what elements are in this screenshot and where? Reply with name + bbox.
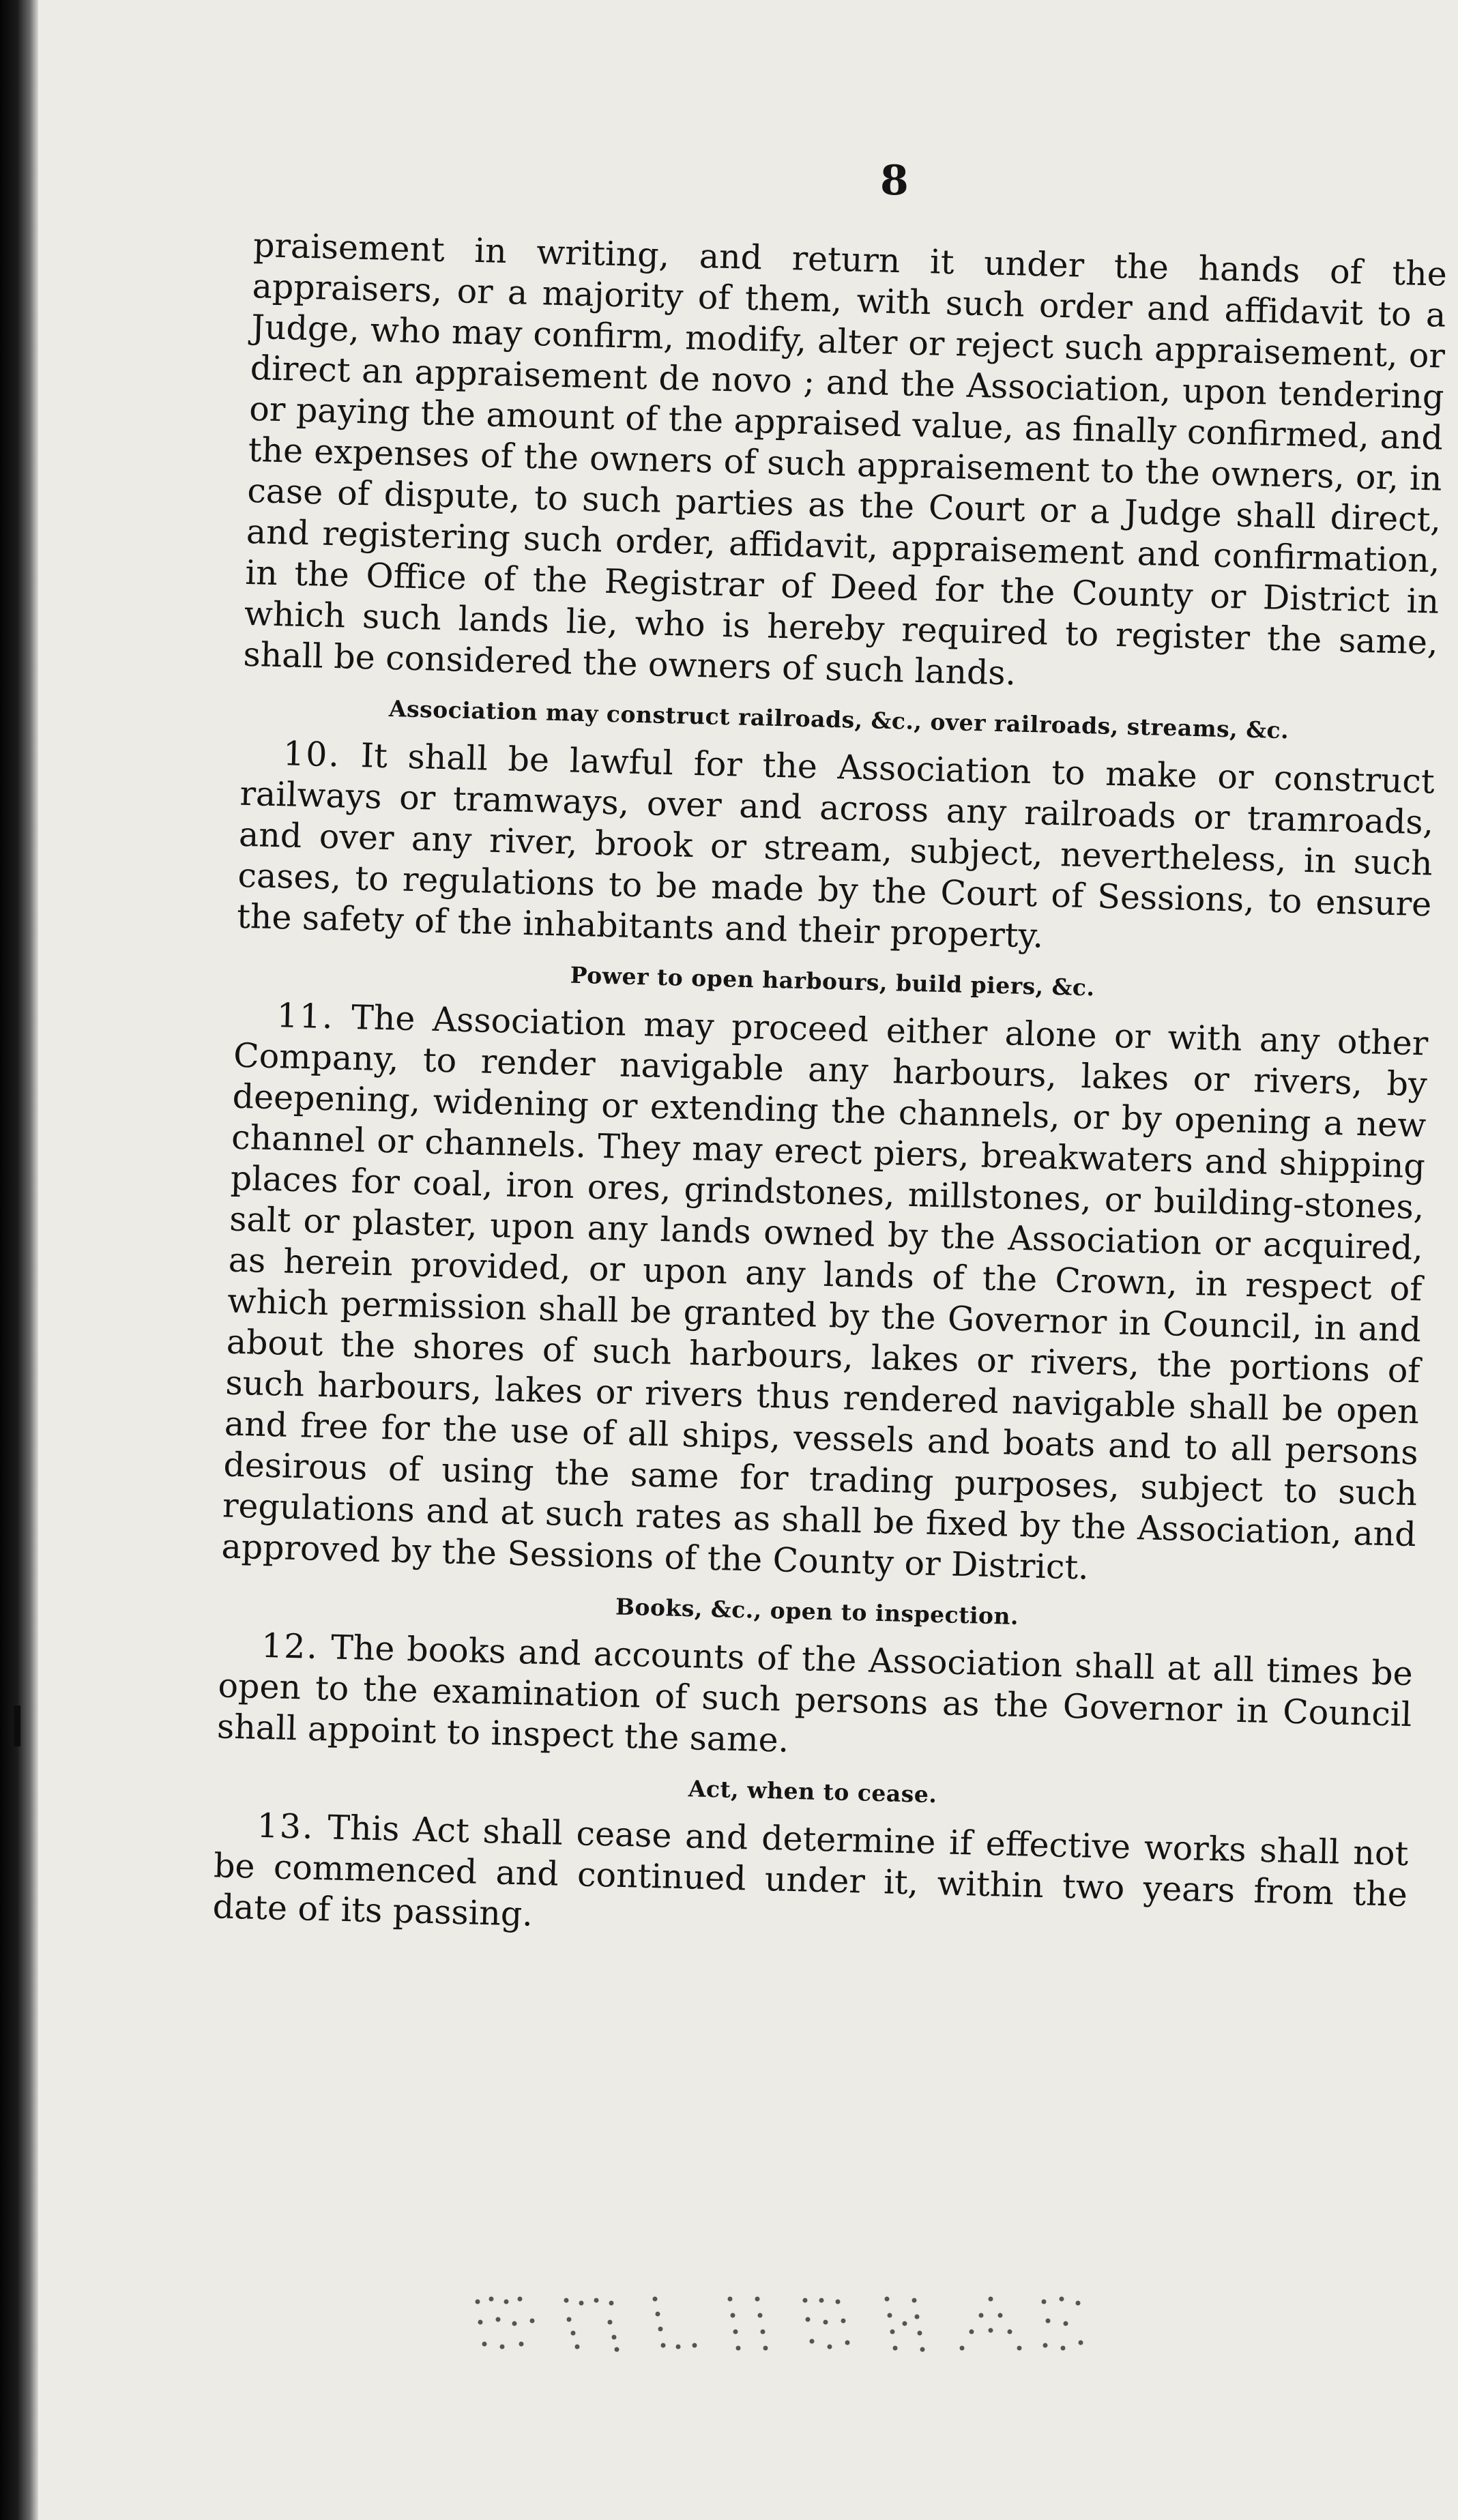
section-10-heading: Association may construct railroads, &c., over railroads, streams, &c. xyxy=(388,695,1289,744)
section-13-number: 13. xyxy=(256,1806,315,1847)
section-13-text: This Act shall cease and determine if effective works shall not be commenced and continued under it, within two years from the date of its passing. xyxy=(212,1808,1409,1934)
page-binding-shadow xyxy=(0,0,38,2520)
section-13-heading: Act, when to cease. xyxy=(688,1775,937,1808)
section-12-paragraph xyxy=(216,1624,1413,1776)
section-11-text: The Association may proceed either alone or with any other Company, to render navigable any harbours, lakes or rivers, by deepening, widening or extending the channels, or by opening a new channel or channels. They may erect piers, breakwaters and shipping places for coal, iron ores, grindstones, millstones, or building-stones, salt or plaster, upon any lands owned by the Association or acquired, as herein provided, or upon any lands of the Crown, in respect of which permission shall be granted by the Governor in Council, in and about the shores of such harbours, lakes or rivers, the portions of such harbours, lakes or rivers thus rendered navigable shall be open and free for the use of all ships, vessels and boats and to all persons desirous of using the same for trading purposes, subject to such regulations and at such rates as shall be fixed by the Association, and approved by the Sessions of the County or District. xyxy=(220,997,1429,1587)
section-13-paragraph xyxy=(212,1804,1409,1957)
perforation-stamp xyxy=(471,2292,1085,2355)
section-11-heading: Power to open harbours, build piers, &c. xyxy=(570,961,1095,1001)
section-12-text: The books and accounts of the Association shall at all times be open to the examination of such persons as the Governor in Council shall appoint to inspect the same. xyxy=(216,1628,1414,1760)
section-10-number: 10. xyxy=(282,734,341,775)
text-column xyxy=(212,225,1447,1957)
paragraph-continued: praisement in writing, and return it under the hands of the appraisers, or a majority of them, with such order and affidavit to a Judge, who may confirm, modify, alter or reject such appraisement, or direct an appraisement de novo ; and the Association, upon tendering or paying the amount of the appraised value, as finally confirmed, and the expenses of the owners of such appraisement to the owners, or, in case of dispute, to such parties as the Court or a Judge shall direct, and registering such order, affidavit, appraisement and confirmation, in the Office of the Registrar of Deed for the County or District in which such lands lie, who is hereby required to register the same, shall be considered the owners of such lands. xyxy=(242,225,1448,693)
section-11-number: 11. xyxy=(276,996,335,1037)
section-10-paragraph xyxy=(236,733,1435,967)
section-12-number: 12. xyxy=(261,1626,319,1667)
section-10-text: It shall be lawful for the Association to make or construct railways or tramways, over and across any railroads or tramroads, and over any river, brook or stream, subject, nevertheless, in such cases, to regulations to be made by the Court of Sessions, to ensure the safety of the inhabitants and their property. xyxy=(236,736,1435,956)
section-11-paragraph xyxy=(221,995,1429,1597)
margin-mark xyxy=(14,1705,20,1746)
page-number: 8 xyxy=(880,157,909,205)
section-12-heading: Books, &c., open to inspection. xyxy=(615,1593,1019,1630)
